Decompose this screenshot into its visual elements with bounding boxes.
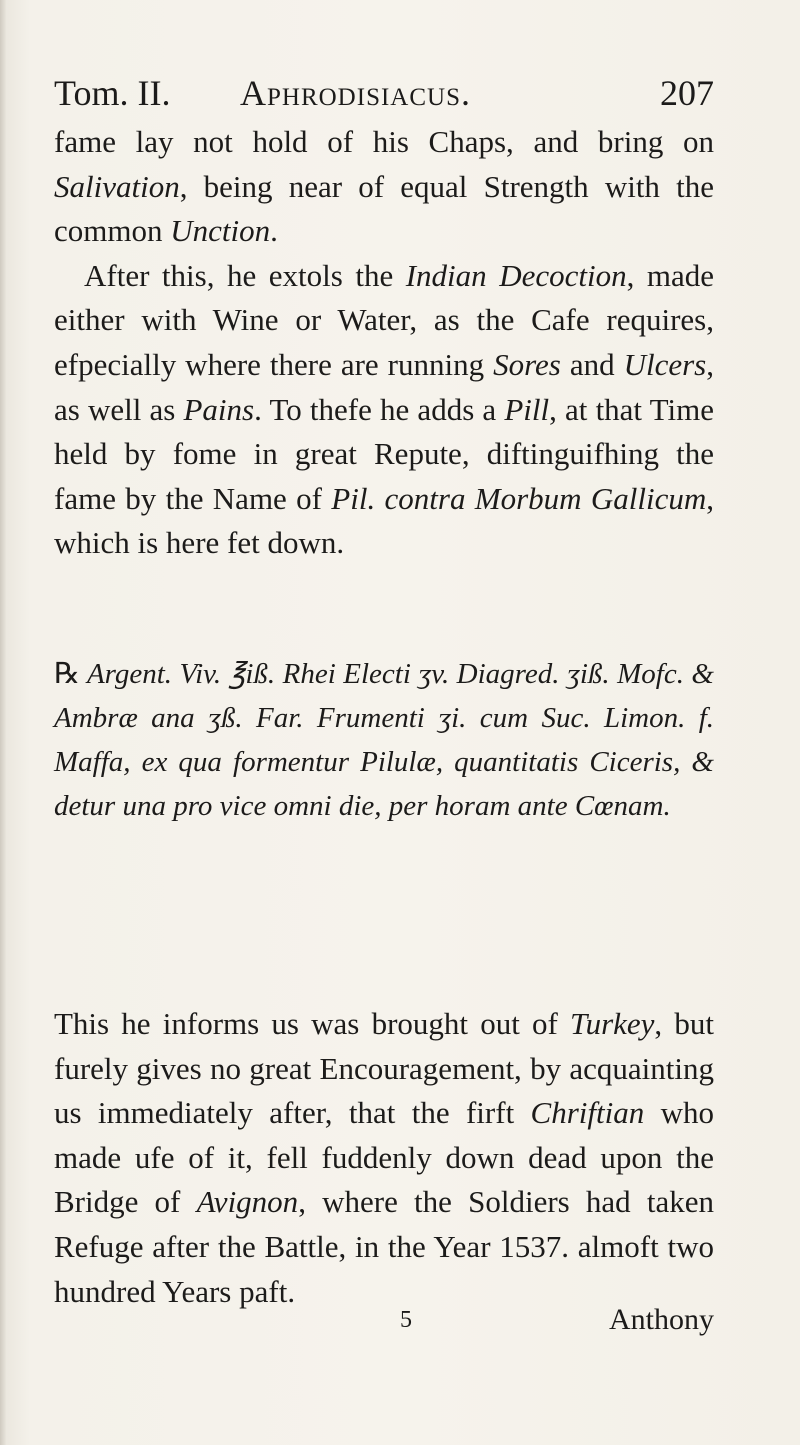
paragraph-2: After this, he extols the Indian Decoction, made either with Wine or Water, as the Cafe requires, efpecially where there are running Sores and Ulcers, as well as Pains. To thefe he adds a Pill, at that Time held by fome in great Repute, diftinguifhing the fame by the Name of Pil. contra Morbum Gallicum, which is here fet down. xyxy=(54,257,714,561)
page-footer xyxy=(54,1298,714,1342)
body-text-bottom xyxy=(54,1002,714,1314)
paragraph-1: fame lay not hold of his Chaps, and bring on Salivation, being near of equal Strength with the common Unction. xyxy=(54,124,714,249)
rx-symbol: ℞ xyxy=(54,658,80,690)
page-gutter-shadow xyxy=(0,0,6,1445)
recipe-prescription xyxy=(54,652,714,828)
catchword: Anthony xyxy=(609,1303,714,1336)
recipe-text: Argent. Viv. ℥iß. Rhei Electi ʒv. Diagred. ʒiß. Mofc. & Ambræ ana ʒß. Far. Frumenti ʒi. cum Suc. Limon. f. Maffa, ex qua formentur Pilulæ, quantitatis Ciceris, & detur una pro vice omni die, per horam ante Cœnam. xyxy=(54,658,714,822)
signature-mark: 5 xyxy=(400,1307,412,1333)
running-title: Aphrodisiacus. xyxy=(240,73,471,113)
paragraph-3: This he informs us was brought out of Turkey, but furely gives no great Encouragement, by acquainting us immediately after, that the firft Chriftian who made ufe of it, fell fuddenly down dead upon the Bridge of Avignon, where the Soldiers had taken Refuge after the Battle, in the Year 1537. almoft two hundred Years paft. xyxy=(54,1006,715,1309)
page-number: 207 xyxy=(660,73,714,113)
body-text-top xyxy=(54,120,714,566)
running-header xyxy=(54,68,714,118)
volume-label: Tom. II. xyxy=(54,73,171,113)
